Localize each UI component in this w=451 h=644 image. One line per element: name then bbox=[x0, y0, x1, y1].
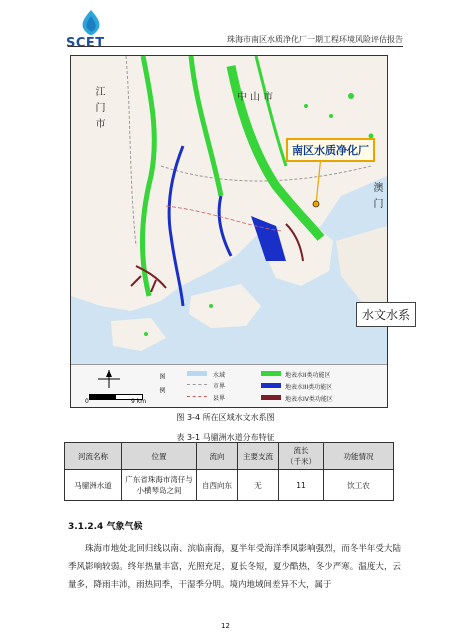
legend-city-border-label: 市界 bbox=[213, 383, 226, 390]
legend-class3-label: 地表水III类功能区 bbox=[285, 384, 333, 391]
scale-label: 9 km bbox=[131, 398, 147, 405]
body-paragraph-container bbox=[68, 540, 401, 594]
page-number: 12 bbox=[221, 622, 230, 630]
legend-class2-swatch bbox=[261, 371, 281, 376]
table-cell: 自西向东 bbox=[197, 470, 238, 501]
table-row bbox=[65, 470, 394, 501]
river-table bbox=[64, 442, 394, 501]
table-caption: 表 3-1 马骝洲水道分布特征 bbox=[176, 433, 275, 442]
table-cell: 广东省珠海市湾仔与小横琴岛之间 bbox=[122, 470, 197, 501]
logo-text: SCET bbox=[66, 36, 105, 51]
table-header: 功能情况 bbox=[324, 443, 394, 470]
table-cell: 无 bbox=[238, 470, 279, 501]
figure-caption: 图 3-4 所在区域水文水系图 bbox=[176, 413, 275, 422]
section-heading: 3.1.2.4 气象气候 bbox=[68, 522, 143, 532]
legend-water-label: 水域 bbox=[213, 372, 226, 379]
report-title: 珠海市南区水质净化厂一期工程环境风险评估报告 bbox=[227, 35, 403, 44]
site-label: 南区水质净化厂 bbox=[286, 138, 375, 162]
table-header: 位置 bbox=[122, 443, 197, 470]
legend-city-border-swatch bbox=[187, 384, 207, 385]
north-arrow-icon bbox=[96, 369, 122, 389]
map-legend bbox=[71, 364, 387, 407]
legend-class2-label: 地表水II类功能区 bbox=[285, 372, 331, 379]
table-header-row bbox=[65, 443, 394, 470]
table-cell: 11 bbox=[279, 470, 324, 501]
city-label-macau: 澳门 bbox=[371, 182, 382, 214]
legend-water-swatch bbox=[187, 371, 207, 376]
scale-zero: 0 bbox=[85, 398, 89, 405]
body-paragraph: 珠海市地处北回归线以南、滨临南海，夏半年受海洋季风影响强烈，而冬半年受大陆季风影响较弱。终年热量丰富，光照充足，夏长冬短，夏少酷热，冬少严寒。温度大，云量多，降雨丰沛，雨热同季，干湿季分明。境内地域间差异不大，属于 bbox=[68, 544, 401, 590]
table-cell: 饮工农 bbox=[324, 470, 394, 501]
table-header: 河流名称 bbox=[65, 443, 122, 470]
legend-class4-swatch bbox=[261, 395, 281, 400]
legend-class4-label: 地表水IV类功能区 bbox=[285, 396, 333, 403]
water-system-label: 水文水系 bbox=[356, 302, 416, 327]
legend-county-border-label: 县界 bbox=[213, 395, 226, 402]
table-header: 主要支流 bbox=[238, 443, 279, 470]
hydrology-map bbox=[70, 55, 411, 408]
table-cell: 马骝洲水道 bbox=[65, 470, 122, 501]
legend-county-border-swatch bbox=[187, 396, 207, 397]
legend-class3-swatch bbox=[261, 383, 281, 388]
table-header: 流向 bbox=[197, 443, 238, 470]
city-label-jiangmen: 江门市 bbox=[93, 86, 104, 134]
table-header: 流长 （千米） bbox=[279, 443, 324, 470]
legend-title: 图例 bbox=[158, 373, 165, 401]
city-label-zhongshan: 中山市 bbox=[237, 92, 276, 103]
map-drawing bbox=[71, 56, 387, 407]
header-divider bbox=[68, 46, 403, 47]
